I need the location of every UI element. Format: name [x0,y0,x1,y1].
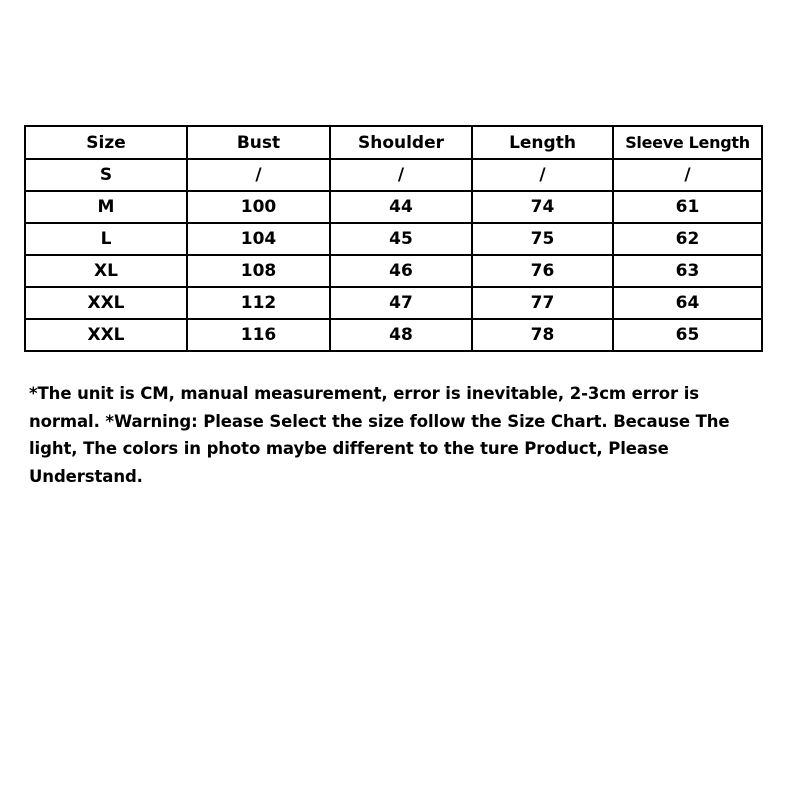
cell-sleeve-length: 62 [613,223,762,255]
header-length: Length [472,126,613,159]
cell-length: 77 [472,287,613,319]
cell-shoulder: 46 [330,255,472,287]
measurement-note: *The unit is CM, manual measurement, error is inevitable, 2-3cm error is normal. *Warning: Please Select the size follow the Size Chart. Because The light, The colors in photo maybe different to the ture Product, Please Understand. [29,384,730,486]
cell-size: L [25,223,187,255]
table-row [25,255,762,287]
cell-shoulder: 44 [330,191,472,223]
table-row [25,191,762,223]
cell-shoulder: / [330,159,472,191]
cell-length: 78 [472,319,613,351]
cell-bust: 112 [187,287,330,319]
cell-sleeve-length: 63 [613,255,762,287]
cell-size: M [25,191,187,223]
cell-shoulder: 45 [330,223,472,255]
cell-length: 76 [472,255,613,287]
cell-bust: 104 [187,223,330,255]
cell-length: 75 [472,223,613,255]
header-bust: Bust [187,126,330,159]
table-header-row [25,126,762,159]
cell-size: XL [25,255,187,287]
cell-length: 74 [472,191,613,223]
header-size: Size [25,126,187,159]
cell-sleeve-length: / [613,159,762,191]
size-chart-table [24,125,763,352]
table-row [25,319,762,351]
header-shoulder: Shoulder [330,126,472,159]
cell-bust: / [187,159,330,191]
header-sleeve-length: Sleeve Length [613,126,762,159]
table-row [25,287,762,319]
table-row [25,223,762,255]
cell-size: XXL [25,319,187,351]
table-row [25,159,762,191]
cell-sleeve-length: 64 [613,287,762,319]
cell-size: XXL [25,287,187,319]
cell-bust: 100 [187,191,330,223]
cell-sleeve-length: 61 [613,191,762,223]
cell-shoulder: 47 [330,287,472,319]
cell-shoulder: 48 [330,319,472,351]
cell-bust: 108 [187,255,330,287]
cell-size: S [25,159,187,191]
cell-length: / [472,159,613,191]
cell-sleeve-length: 65 [613,319,762,351]
cell-bust: 116 [187,319,330,351]
